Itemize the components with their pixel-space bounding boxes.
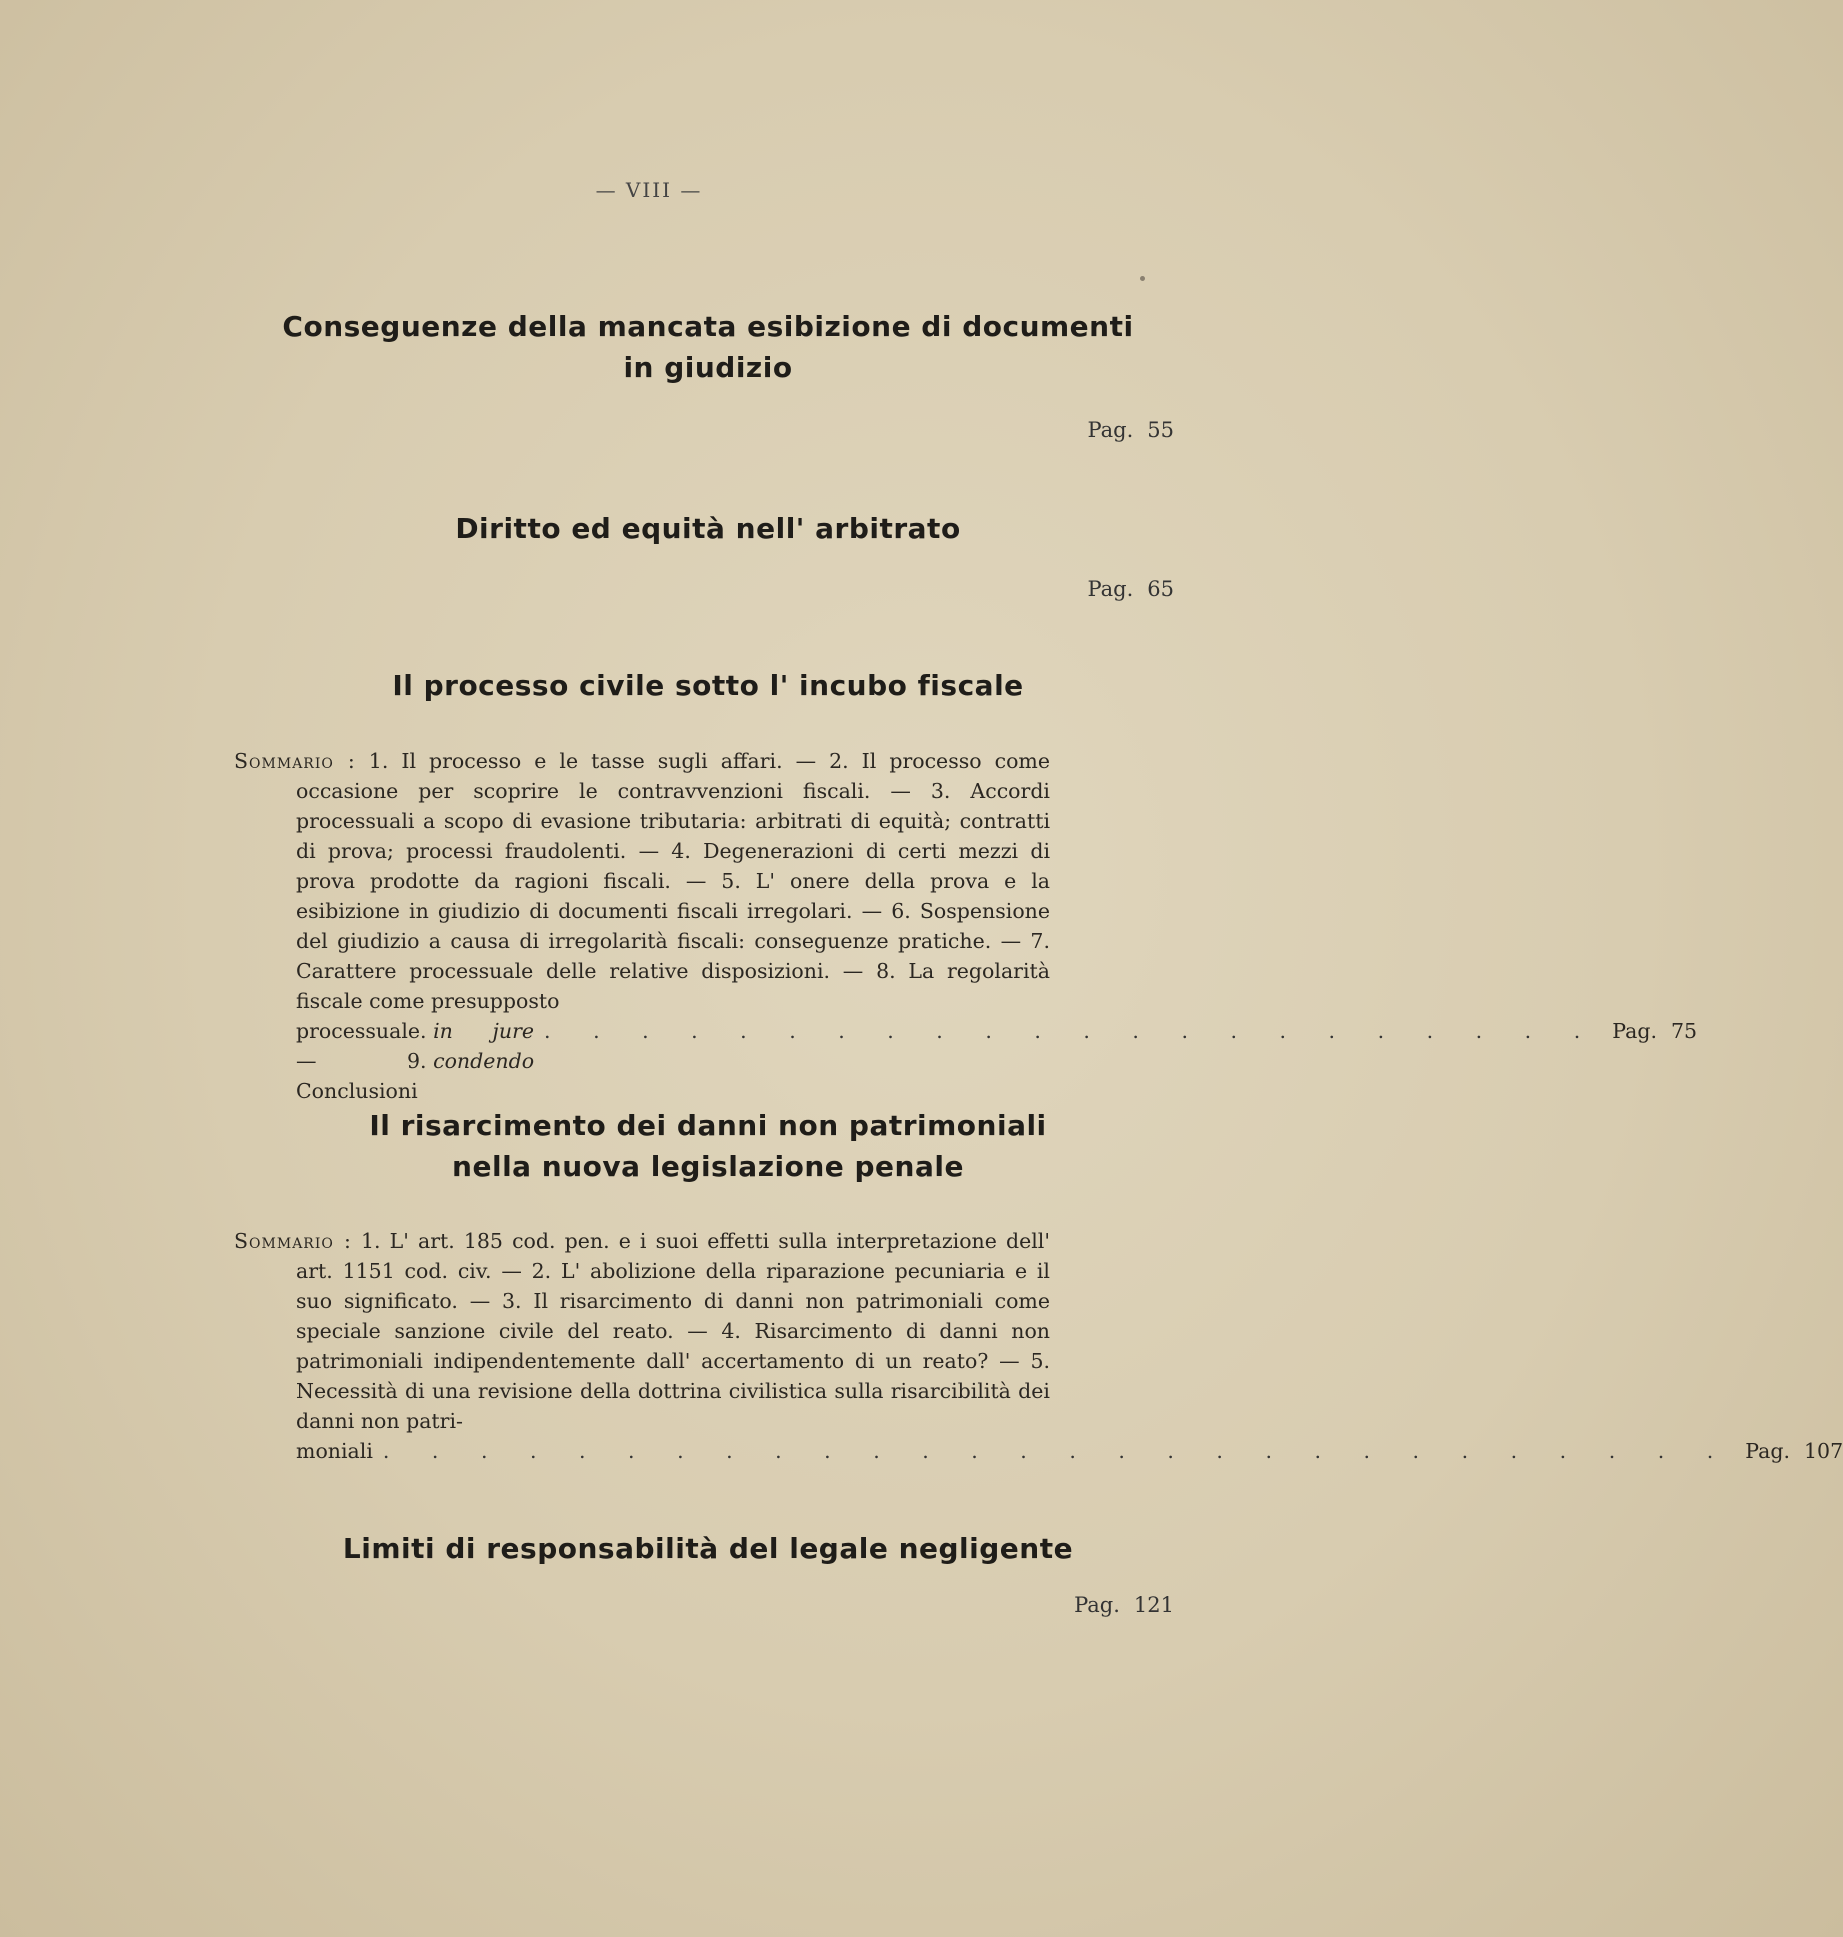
leader-dots: . . . . . . . . . . . . . . . . . . . . . . <box>544 1019 1599 1043</box>
page-number: 75 <box>1670 1019 1698 1043</box>
page-number: 121 <box>1133 1593 1174 1617</box>
page-label: Pag. <box>1074 1593 1120 1617</box>
section-title <box>0 508 1416 549</box>
page-folio: — VIII — <box>595 178 703 202</box>
page-ref <box>1074 1593 1174 1617</box>
paper-spot <box>1140 276 1145 281</box>
summary-italic: in jure condendo <box>433 1019 535 1073</box>
summary-text: 1. L' art. 185 cod. pen. e i suoi effetti sulla interpretazione dell' art. 1151 cod. civ. — 2. L' abolizione della riparazione pecuniaria e il suo significato. — 3. Il risarcimento di danni non patrimoniali come speciale sanzione civile del reato. — 4. Risarcimento di danni non patrimoniali indipendentemente dall' accertamento di un reato? — 5. Necessità di una revisione della dottrina civilistica sulla risarcibilità dei danni non patri- <box>296 1229 1050 1433</box>
page-label: Pag. <box>1612 1019 1657 1043</box>
page-number: 55 <box>1147 418 1174 442</box>
summary-block <box>234 746 1698 1106</box>
page-label: Pag. <box>1087 418 1134 442</box>
summary-label: Sommario : <box>234 1229 352 1253</box>
title-line: Diritto ed equità nell' arbitrato <box>455 512 961 545</box>
summary-label: Sommario : <box>234 749 356 773</box>
title-line: in giudizio <box>623 351 793 384</box>
summary-body <box>234 1226 1050 1436</box>
title-line: nella nuova legislazione penale <box>452 1150 964 1183</box>
page-ref <box>1745 1436 1843 1466</box>
title-line: Il processo civile sotto l' incubo fiscale <box>392 669 1024 702</box>
title-line: Limiti di responsabilità del legale negligente <box>342 1532 1074 1565</box>
leader-dots: . . . . . . . . . . . . . . . . . . . . . . . . . . . . <box>382 1439 1732 1463</box>
title-line: Conseguenze della mancata esibizione di documenti <box>282 310 1134 343</box>
summary-text: 1. Il processo e le tasse sugli affari. — 2. Il processo come occasione per scoprire le contravvenzioni fiscali. — 3. Accordi processuali a scopo di evasione tributaria: arbitrati di equità; contratti di prova; processi fraudolenti. — 4. Degenerazioni di certi mezzi di prova prodotte da ragioni fiscali. — 5. L' onere della prova e la esibizione in giudizio di documenti fiscali irregolari. — 6. Sospensione del giudizio a causa di irregolarità fiscali: conseguenze pratiche. — 7. Carattere processuale delle relative disposizioni. — 8. La regolarità fiscale come presupposto <box>296 749 1050 1013</box>
page-label: Pag. <box>1745 1439 1791 1463</box>
summary-last: moniali <box>296 1439 373 1463</box>
page-ref <box>1087 577 1174 601</box>
section-title <box>0 665 1416 706</box>
summary-last: processuale. — 9. Conclusioni <box>296 1019 427 1103</box>
page-number: 107 <box>1804 1439 1843 1463</box>
title-line: Il risarcimento dei danni non patrimoniali <box>369 1109 1047 1142</box>
page-ref <box>1087 418 1174 442</box>
summary-tail <box>296 1436 1843 1466</box>
summary-body <box>234 746 1050 1016</box>
section-title <box>0 1528 1416 1569</box>
page-label: Pag. <box>1087 577 1134 601</box>
section-title <box>0 306 1416 388</box>
section-title <box>0 1105 1416 1187</box>
page-number: 65 <box>1147 577 1174 601</box>
page-ref <box>1612 1016 1697 1046</box>
summary-tail <box>296 1016 1698 1106</box>
summary-block <box>234 1226 1843 1466</box>
